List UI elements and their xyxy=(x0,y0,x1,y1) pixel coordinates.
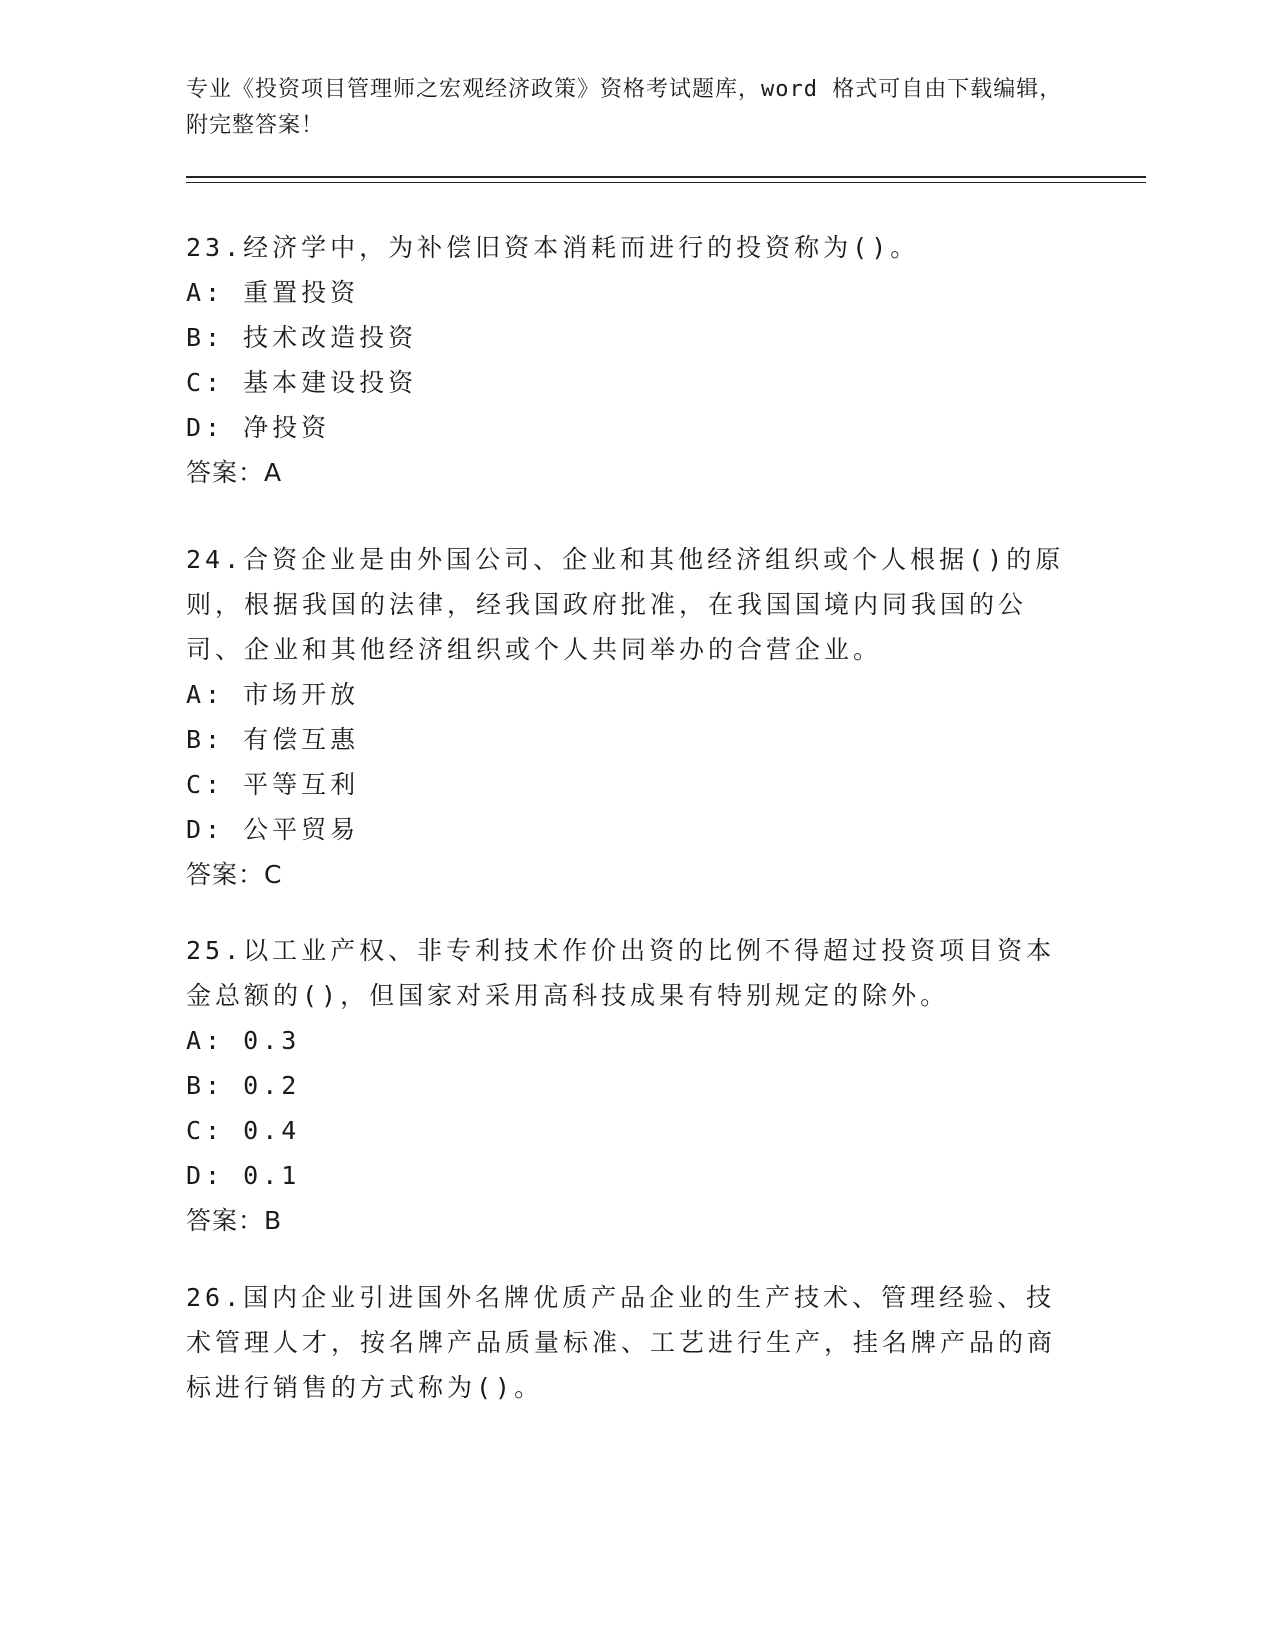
answer-label: 答案：C xyxy=(186,860,283,889)
question-stem: 26.国内企业引进国外名牌优质产品企业的生产技术、管理经验、技术管理人才，按名牌产品质量标准、工艺进行生产，挂名牌产品的商标进行销售的方式称为()。 xyxy=(186,1283,1057,1402)
question-stem: 24.合资企业是由外国公司、企业和其他经济组织或个人根据()的原则，根据我国的法律，经我国政府批准，在我国国境内同我国的公司、企业和其他经济组织或个人共同举办的合营企业。 xyxy=(186,545,1065,664)
option-c: C: 平等互利 xyxy=(186,770,360,799)
option-a: A: 0.3 xyxy=(186,1026,301,1055)
header-divider-thin xyxy=(186,182,1146,183)
question-25 xyxy=(186,928,1066,1243)
option-c: C: 0.4 xyxy=(186,1116,301,1145)
option-d: D: 公平贸易 xyxy=(186,815,360,844)
option-c: C: 基本建设投资 xyxy=(186,368,418,397)
question-26 xyxy=(186,1275,1066,1410)
option-d: D: 0.1 xyxy=(186,1161,301,1190)
question-stem: 25.以工业产权、非专利技术作价出资的比例不得超过投资项目资本金总额的()，但国家对采用高科技成果有特别规定的除外。 xyxy=(186,936,1056,1010)
option-b: B: 0.2 xyxy=(186,1071,301,1100)
option-b: B: 有偿互惠 xyxy=(186,725,360,754)
answer-label: 答案：A xyxy=(186,458,283,487)
option-a: A: 重置投资 xyxy=(186,278,360,307)
option-a: A: 市场开放 xyxy=(186,680,360,709)
question-24 xyxy=(186,537,1066,897)
header-divider-thick xyxy=(186,176,1146,178)
document-header: 专业《投资项目管理师之宏观经济政策》资格考试题库，word 格式可自由下载编辑，附完整答案！ xyxy=(186,77,1063,138)
question-stem: 23.经济学中，为补偿旧资本消耗而进行的投资称为()。 xyxy=(186,233,920,262)
option-d: D: 净投资 xyxy=(186,413,331,442)
answer-label: 答案：B xyxy=(186,1206,283,1235)
question-23 xyxy=(186,225,1066,495)
option-b: B: 技术改造投资 xyxy=(186,323,418,352)
